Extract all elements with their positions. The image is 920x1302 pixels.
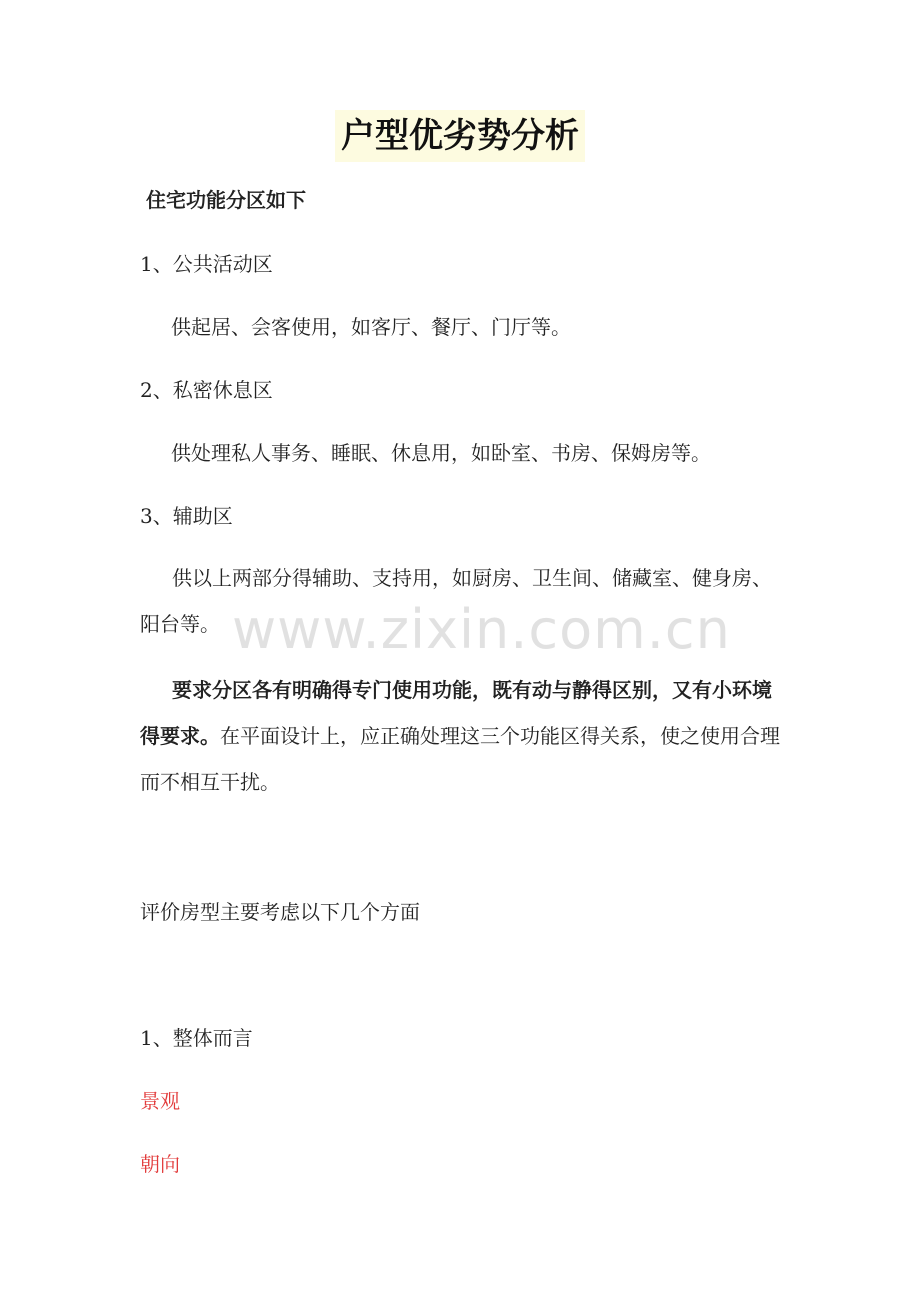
zone-heading-auxiliary: 3、辅助区 xyxy=(140,504,233,528)
factor-orientation: 朝向 xyxy=(140,1152,180,1176)
page-title: 户型优劣势分析 xyxy=(335,110,585,162)
zone-heading-public: 1、公共活动区 xyxy=(140,252,273,276)
factor-landscape: 景观 xyxy=(140,1089,180,1113)
zone-desc-public: 供起居、会客使用，如客厅、餐厅、门厅等。 xyxy=(171,315,571,339)
zone-desc-private: 供处理私人事务、睡眠、休息用，如卧室、书房、保姆房等。 xyxy=(171,441,711,465)
title-container xyxy=(0,110,920,162)
requirement-paragraph xyxy=(140,667,780,805)
requirement-normal-text: 在平面设计上，应正确处理这三个功能区得关系，使之使用合理而不相互干扰。 xyxy=(140,724,780,794)
zone-desc-auxiliary: 供以上两部分得辅助、支持用，如厨房、卫生间、储藏室、健身房、阳台等。 xyxy=(140,566,772,636)
requirement-bold-text: 要求分区各有明确得专门使用功能，既有动与静得区别，又有小环境得要求。 xyxy=(140,678,772,748)
watermark-text: www.zixin.com.cn xyxy=(232,598,731,661)
zone-heading-private: 2、私密休息区 xyxy=(140,378,273,402)
section-subtitle: 住宅功能分区如下 xyxy=(146,188,306,212)
evaluation-heading: 评价房型主要考虑以下几个方面 xyxy=(140,900,420,924)
overall-heading: 1、整体而言 xyxy=(140,1026,253,1050)
